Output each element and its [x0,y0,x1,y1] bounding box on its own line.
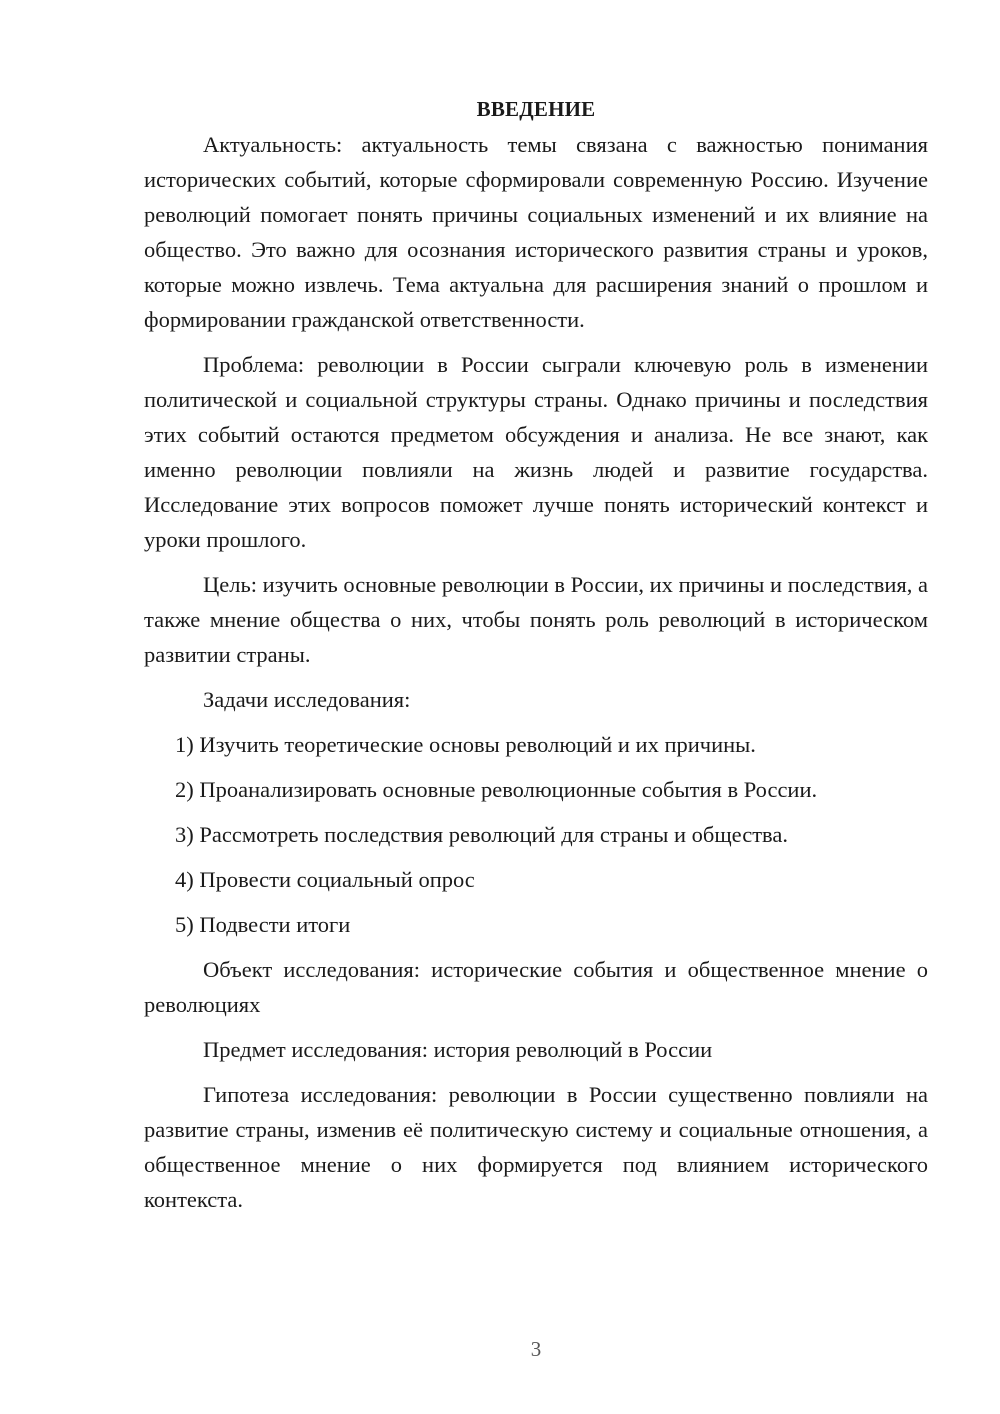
goal-paragraph: Цель: изучить основные революции в России, их причины и последствия, а также мнение общества о них, чтобы понять роль революций в историческом развитии страны. [144,572,928,667]
page-content [144,92,928,1217]
page-title: ВВЕДЕНИЕ [476,97,596,121]
list-item: 1) Изучить теоретические основы революций и их причины. [175,732,756,757]
page-number: 3 [530,1337,542,1361]
tasks-heading: Задачи исследования: [203,687,411,712]
list-item: 5) Подвести итоги [175,912,351,937]
list-item: 4) Провести социальный опрос [175,867,475,892]
problem-paragraph: Проблема: революции в России сыграли ключевую роль в изменении политической и социальной структуры страны. Однако причины и последствия этих событий остаются предметом обсуждения и анализа. Не все знают, как именно революции повлияли на жизнь людей и развитие государства. Исследование этих вопросов поможет лучше понять исторический контекст и уроки прошлого. [144,352,928,552]
list-item: 3) Рассмотреть последствия революций для страны и общества. [175,822,788,847]
relevance-paragraph: Актуальность: актуальность темы связана с важностью понимания исторических событий, которые сформировали современную Россию. Изучение революций помогает понять причины социальных изменений и их влияние на общество. Это важно для осознания исторического развития страны и уроков, которые можно извлечь. Тема актуальна для расширения знаний о прошлом и формировании гражданской ответственности. [144,132,928,332]
list-item: 2) Проанализировать основные революционные события в России. [175,777,818,802]
subject-paragraph: Предмет исследования: история революций в России [203,1037,713,1062]
tasks-list [144,727,928,942]
hypothesis-paragraph: Гипотеза исследования: революции в России существенно повлияли на развитие страны, изменив её политическую систему и социальные отношения, а общественное мнение о них формируется под влиянием исторического контекста. [144,1082,928,1212]
object-paragraph: Объект исследования: исторические события и общественное мнение о революциях [144,957,928,1017]
